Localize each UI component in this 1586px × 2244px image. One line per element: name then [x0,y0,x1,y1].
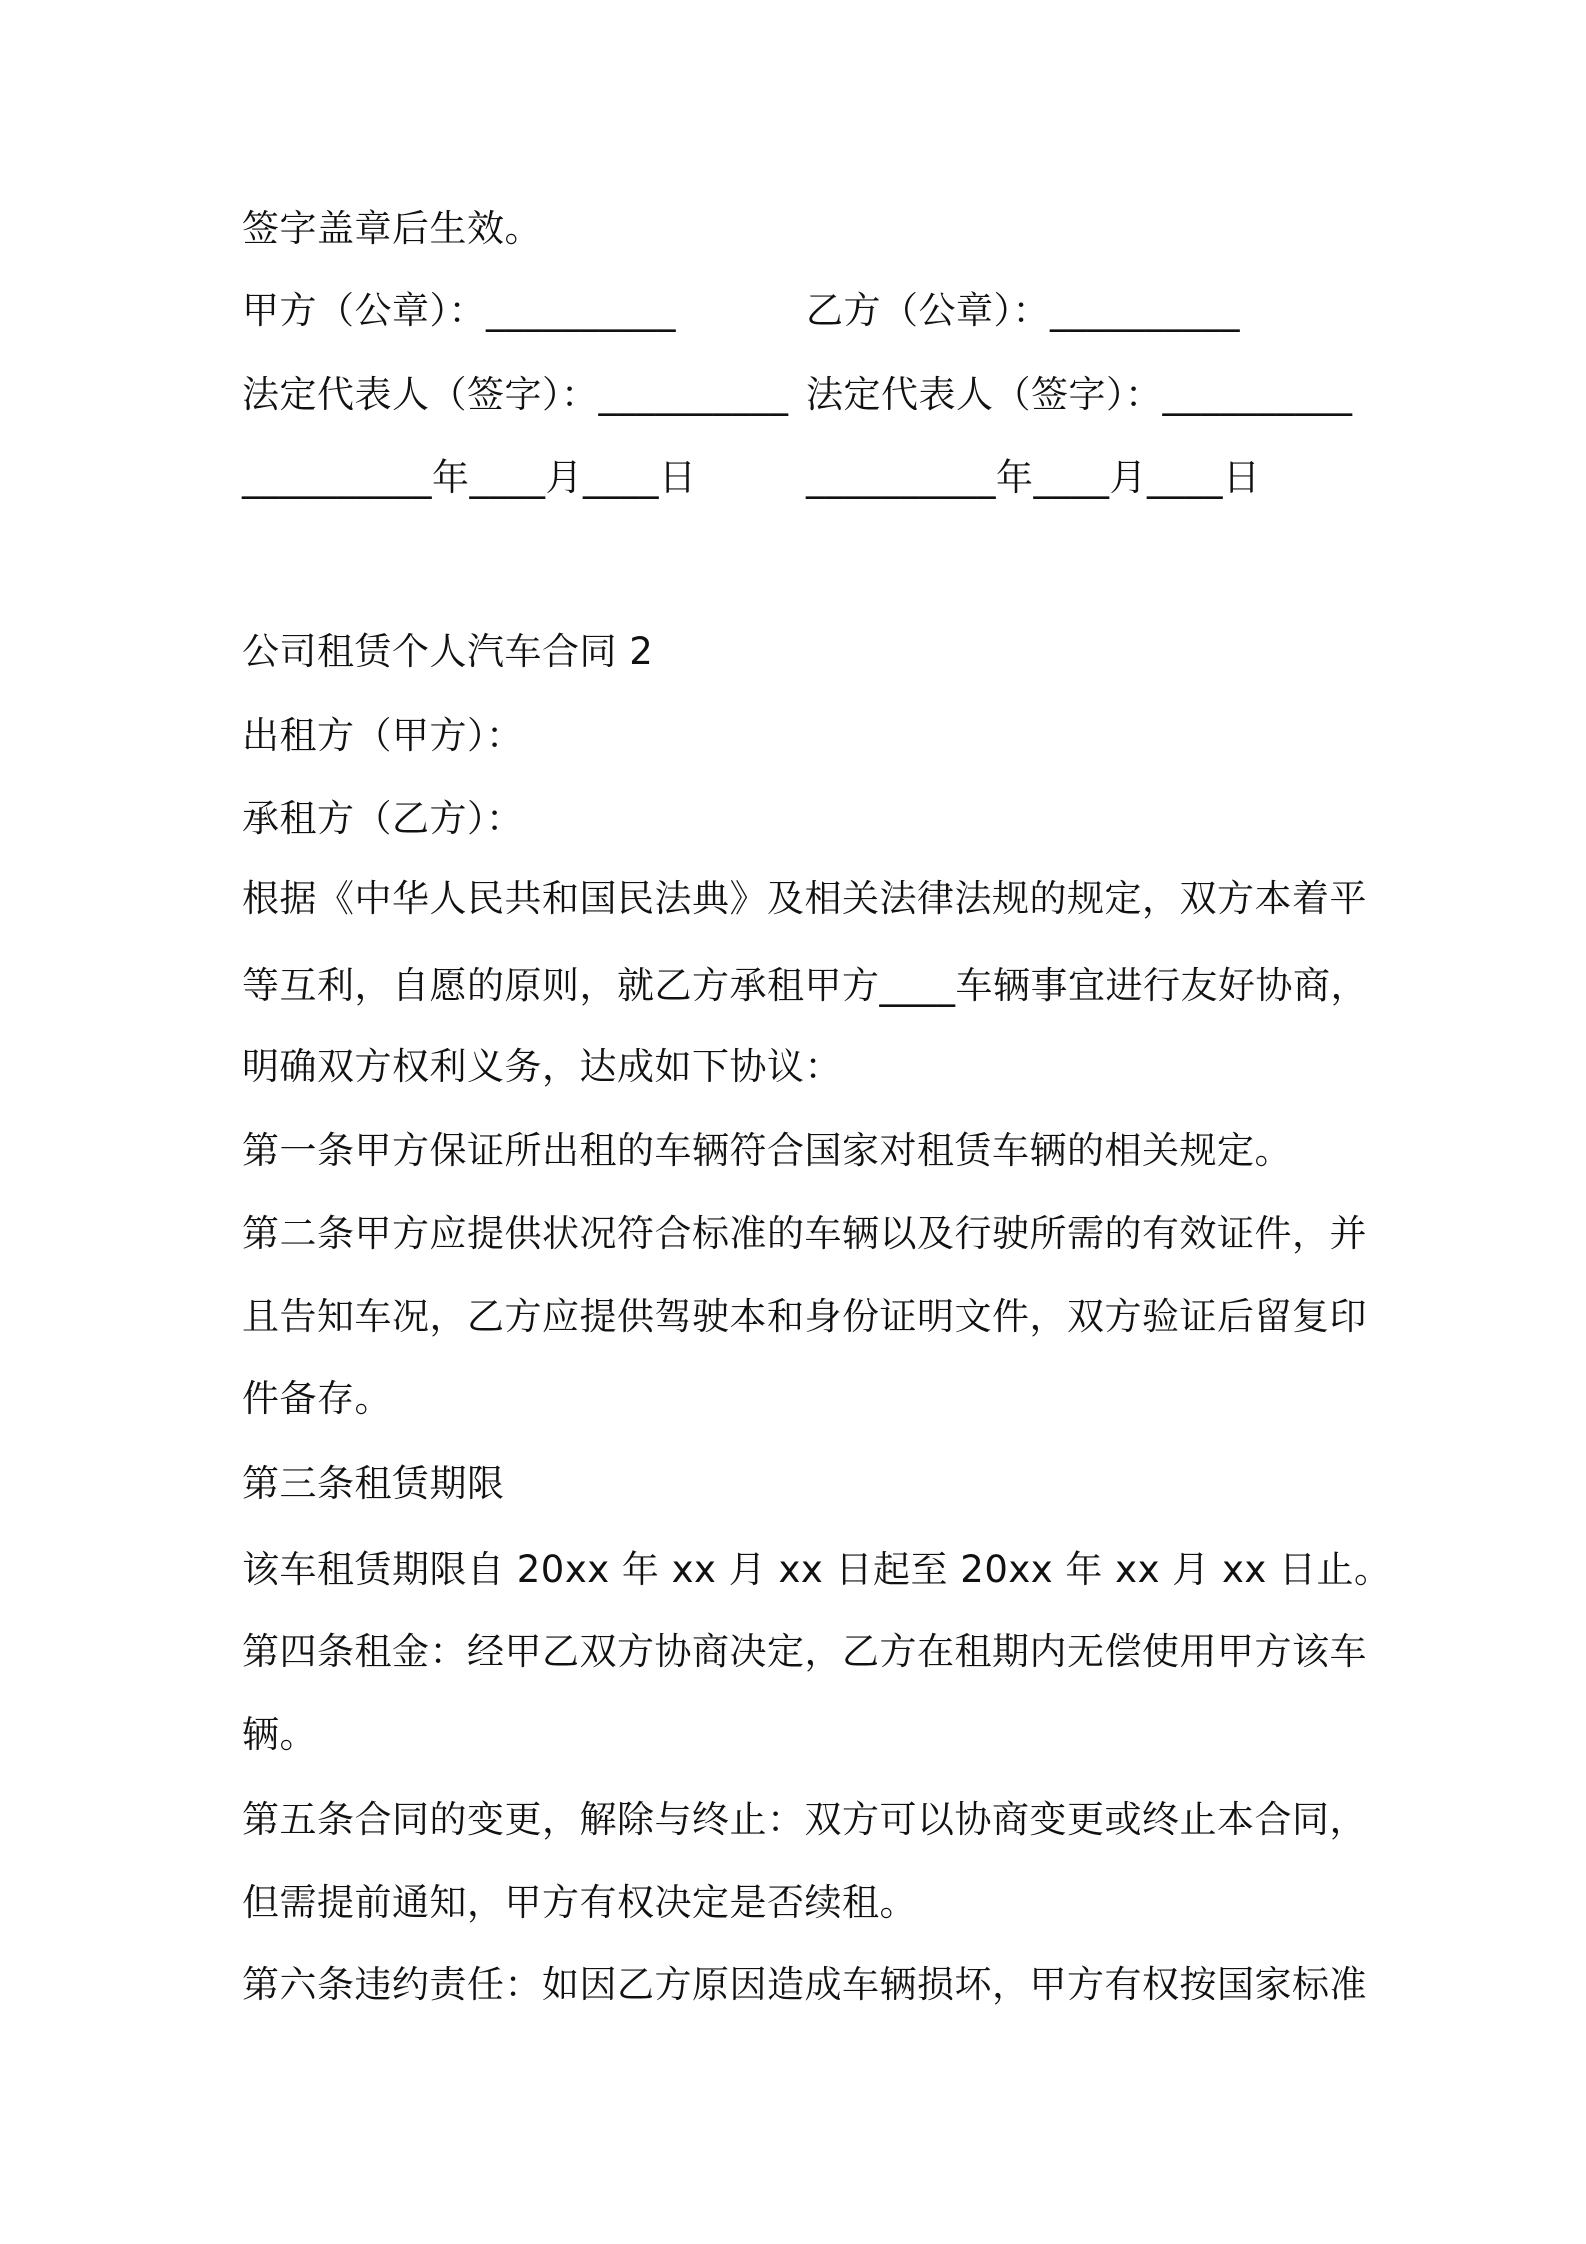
article-5-line: 第五条合同的变更，解除与终止：双方可以协商变更或终止本合同， [242,1798,1367,1841]
party-b-date: __________年____月____日 [806,456,1261,499]
lessee-line: 承租方（乙方）： [242,797,524,840]
intro-line: 明确双方权利义务，达成如下协议： [242,1045,842,1088]
lessor-line: 出租方（甲方）： [242,714,524,757]
article-2-line: 第二条甲方应提供状况符合标准的车辆以及行驶所需的有效证件，并 [242,1212,1367,1255]
article-4-line: 第四条租金：经甲乙双方协商决定，乙方在租期内无偿使用甲方该车 [242,1630,1367,1673]
article-1: 第一条甲方保证所出租的车辆符合国家对租赁车辆的相关规定。 [242,1129,1292,1172]
effective-line: 签字盖章后生效。 [242,207,542,250]
party-b-seal: 乙方（公章）：__________ [806,289,1240,332]
article-3-title: 第三条租赁期限 [242,1462,505,1505]
article-4-line: 辆。 [242,1713,317,1756]
party-a-date: __________年____月____日 [242,456,697,499]
article-3-text: 该车租赁期限自 20xx 年 xx 月 xx 日起至 20xx 年 xx 月 xx 日止。 [242,1548,1392,1591]
article-2-line: 件备存。 [242,1377,392,1420]
article-2-line: 且告知车况，乙方应提供驾驶本和身份证明文件，双方验证后留复印 [242,1295,1367,1338]
intro-line: 等互利，自愿的原则，就乙方承租甲方____车辆事宜进行友好协商， [242,964,1368,1007]
contract-title: 公司租赁个人汽车合同 2 [242,630,654,673]
intro-line: 根据《中华人民共和国民法典》及相关法律法规的规定，双方本着平 [242,877,1367,920]
article-6: 第六条违约责任：如因乙方原因造成车辆损坏，甲方有权按国家标准 [242,1963,1367,2006]
article-5-line: 但需提前通知，甲方有权决定是否续租。 [242,1881,917,1924]
party-a-seal: 甲方（公章）：__________ [242,289,676,332]
party-b-representative: 法定代表人（签字）：__________ [806,373,1353,416]
party-a-representative: 法定代表人（签字）：__________ [242,373,789,416]
